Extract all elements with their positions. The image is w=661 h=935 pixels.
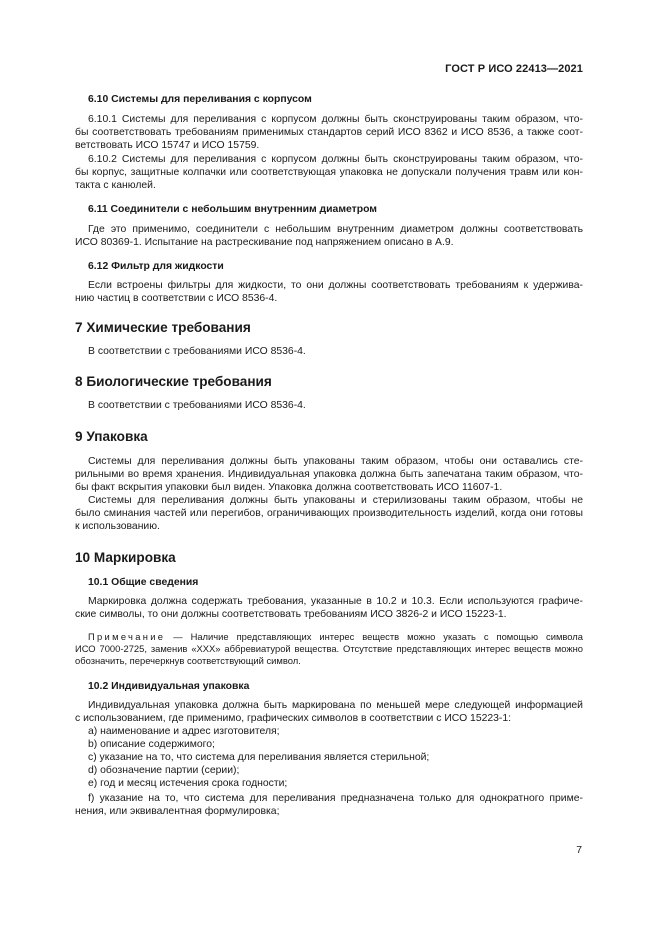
s6-10-1-line-1: 6.10.1 Системы для переливания с корпусом должны быть сконструированы таким образом, что- [88,114,583,125]
s6-11-line-2: ИСО 80369-1. Испытание на растрескивание под напряжением описано в А.9. [75,237,454,248]
s9-p1-line-2: рильными во время хранения. Индивидуальная упаковка должна быть запечатана таким образом, что- [75,469,583,480]
s9-p1-line-3: бы факт вскрытия упаковки был виден. Упаковка должна соответствовать ИСО 11607-1. [75,482,503,493]
document-code: ГОСТ Р ИСО 22413—2021 [445,63,583,75]
s6-10-2-line-1: 6.10.2 Системы для переливания с корпусом должны быть сконструированы таким образом, что- [88,154,583,165]
section-8-title: 8 Биологические требования [75,374,272,389]
list-item: d) обозначение партии (серии); [88,765,240,776]
section-6-11-title: 6.11 Соединители с небольшим внутренним диаметром [88,204,377,215]
list-item: f) указание на то, что система для переливания предназначена только для однократного приме- [88,793,583,804]
section-9-title: 9 Упаковка [75,429,148,444]
s6-10-1-line-3: ветствовать ИСО 15747 и ИСО 15759. [75,140,260,151]
s6-10-2-line-3: такта с канюлей. [75,180,156,191]
s9-p1-line-1: Системы для переливания должны быть упакованы таким образом, чтобы они оставались сте- [88,456,583,467]
note-line-1: Примечание — Наличие представляющих интерес веществ можно указать с помощью символа [88,631,583,642]
note-line-2: ИСО 7000-2725, заменив «XXX» аббревиатурой вещества. Отсутствие представляющих интерес веществ можно [75,643,583,654]
s6-11-line-1: Где это применимо, соединители с небольшим внутренним диаметром должны соответствовать [88,224,583,235]
s10-2-line-1: Индивидуальная упаковка должна быть маркирована по меньшей мере следующей информацией [88,700,583,711]
note-line-3: обозначить, перечеркнув соответствующий символ. [75,655,301,666]
list-item: e) год и месяц истечения срока годности; [88,778,288,789]
list-item: a) наименование и адрес изготовителя; [88,726,280,737]
s9-p2-line-2: было сминания частей или перегибов, ограничивающих производительность изделий, когда они готовы [75,508,583,519]
s9-p2-line-1: Системы для переливания должны быть упакованы и стерилизованы таким образом, чтобы не [88,495,583,506]
list-item-continuation: нения, или эквивалентная формулировка; [75,806,280,817]
s6-12-line-2: нию частиц в соответствии с ИСО 8536-4. [75,293,278,304]
section-10-2-title: 10.2 Индивидуальная упаковка [88,681,250,692]
note-label: Примечание [88,631,166,642]
s6-10-2-line-2: бы корпус, защитные колпачки или соответствующая упаковка не допускали получения травм или кон- [75,167,583,178]
section-8-text: В соответствии с требованиями ИСО 8536-4. [88,400,306,411]
section-7-title: 7 Химические требования [75,320,251,335]
section-6-10-title: 6.10 Системы для переливания с корпусом [88,94,312,105]
list-item: c) указание на то, что система для переливания является стерильной; [88,752,430,763]
section-10-title: 10 Маркировка [75,550,176,565]
s6-10-1-line-2: бы соответствовать требованиям применимых стандартов серий ИСО 8362 и ИСО 8536, а также соот- [75,127,583,138]
page-number: 7 [576,845,582,856]
s10-1-line-2: ские символы, то они должны соответствовать требованиям ИСО 3826-2 и ИСО 15223-1. [75,609,507,620]
s10-2-line-2: с использованием, где применимо, графических символов в соответствии с ИСО 15223-1: [75,713,512,724]
section-6-12-title: 6.12 Фильтр для жидкости [88,261,224,272]
s9-p2-line-3: к использованию. [75,521,160,532]
section-10-1-title: 10.1 Общие сведения [88,577,199,588]
list-item: b) описание содержимого; [88,739,215,750]
s10-1-line-1: Маркировка должна содержать требования, указанные в 10.2 и 10.3. Если используются графиче- [88,596,583,607]
section-7-text: В соответствии с требованиями ИСО 8536-4. [88,346,306,357]
s6-12-line-1: Если встроены фильтры для жидкости, то они должны соответствовать требованиям к удержива- [88,280,583,291]
